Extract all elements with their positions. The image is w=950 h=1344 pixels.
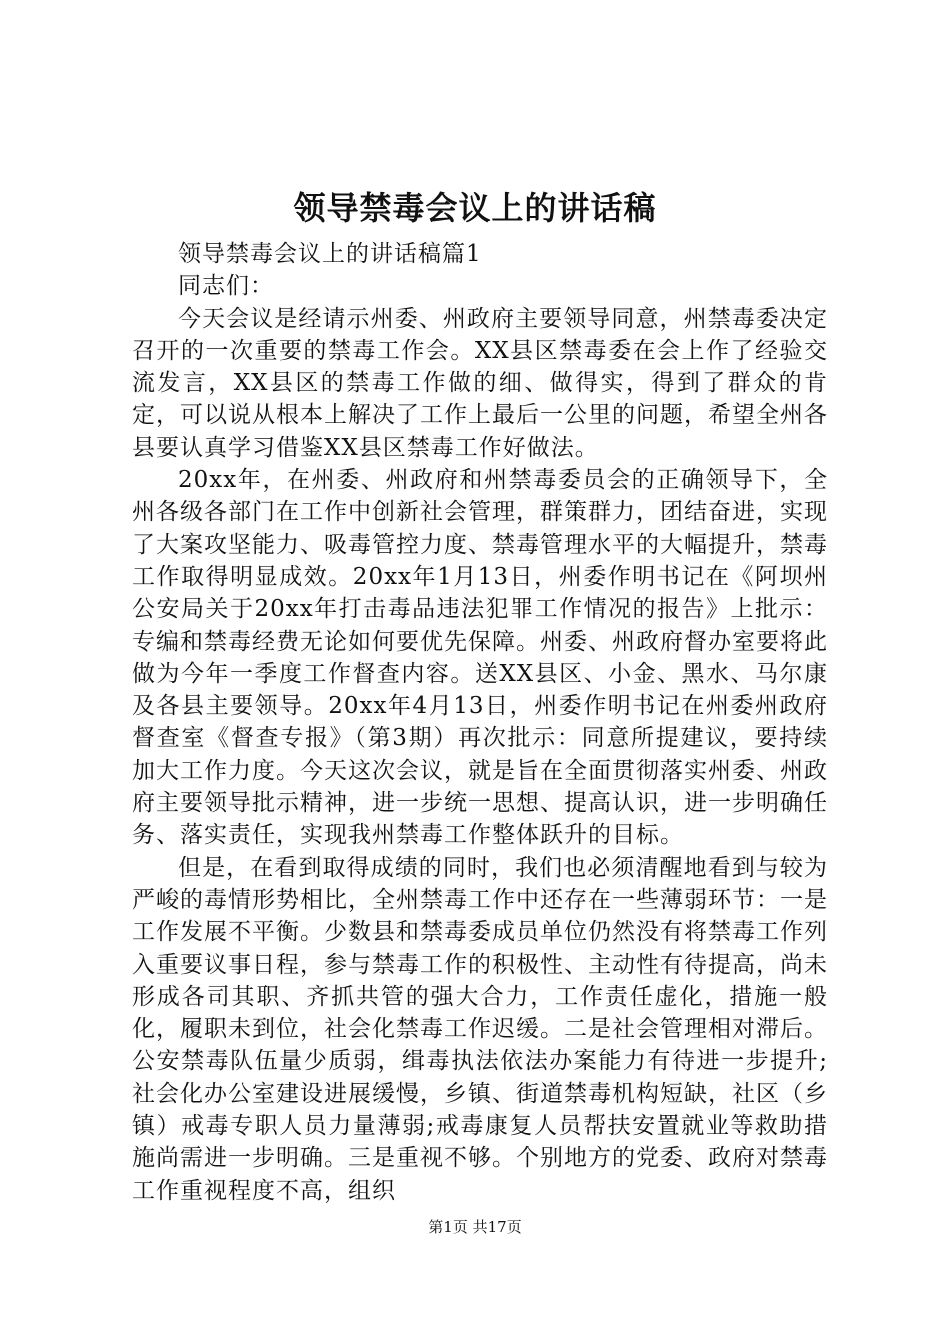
body-paragraph: 今天会议是经请示州委、州政府主要领导同意，州禁毒委决定召开的一次重要的禁毒工作会。XX县区禁毒委在会上作了经验交流发言，XX县区的禁毒工作做的细、做得实，得到了群众的肯定，可以说从根本上解决了工作上最后一公里的问题，希望全州各县要认真学习借鉴XX县区禁毒工作好做法。 [132, 305, 828, 461]
body-paragraph: 但是，在看到取得成绩的同时，我们也必须清醒地看到与较为严峻的毒情形势相比，全州禁毒工作中还存在一些薄弱环节：一是工作发展不平衡。少数县和禁毒委成员单位仍然没有将禁毒工作列入重要议事日程，参与禁毒工作的积极性、主动性有待提高，尚未形成各司其职、齐抓共管的强大合力，工作责任虚化，措施一般化，履职未到位，社会化禁毒工作迟缓。二是社会管理相对滞后。公安禁毒队伍量少质弱，缉毒执法依法办案能力有待进一步提升;社会化办公室建设进展缓慢，乡镇、街道禁毒机构短缺，社区（乡镇）戒毒专职人员力量薄弱;戒毒康复人员帮扶安置就业等救助措施尚需进一步明确。三是重视不够。个别地方的党委、政府对禁毒工作重视程度不高，组织 [132, 854, 828, 1204]
body-paragraph: 20xx年，在州委、州政府和州禁毒委员会的正确领导下，全州各级各部门在工作中创新社会管理，群策群力，团结奋进，实现了大案攻坚能力、吸毒管控力度、禁毒管理水平的大幅提升，禁毒工作取得明显成效。20xx年1月13日，州委作明书记在《阿坝州公安局关于20xx年打击毒品违法犯罪工作情况的报告》上批示：专编和禁毒经费无论如何要优先保障。州委、州政府督办室要将此做为今年一季度工作督查内容。送XX县区、小金、黑水、马尔康及各县主要领导。20xx年4月13日，州委作明书记在州委州政府督查室《督查专报》（第3期）再次批示：同意所提建议，要持续加大工作力度。今天这次会议，就是旨在全面贯彻落实州委、州政府主要领导批示精神，进一步统一思想、提高认识，进一步明确任务、落实责任，实现我州禁毒工作整体跃升的目标。 [132, 467, 828, 849]
salutation: 同志们： [178, 273, 274, 300]
section-heading: 领导禁毒会议上的讲话稿篇1 [178, 241, 482, 267]
document-title: 领导禁毒会议上的讲话稿 [293, 189, 657, 227]
page-number: 第1页 共17页 [428, 1218, 522, 1236]
document-body [132, 238, 828, 1207]
